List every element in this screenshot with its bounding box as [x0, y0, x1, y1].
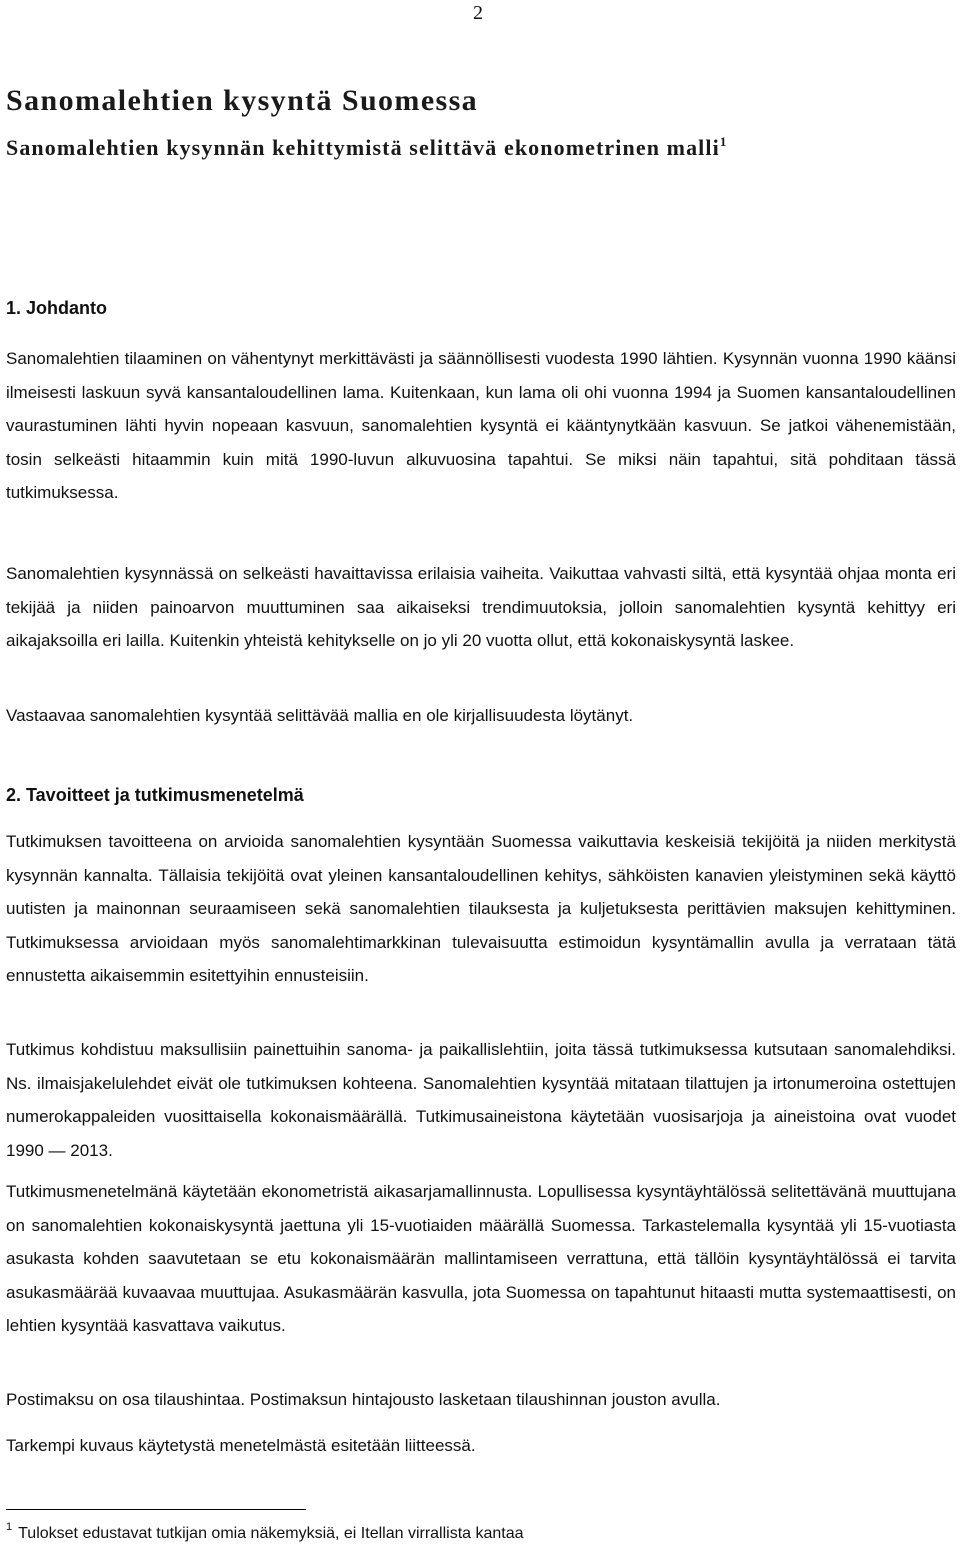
- paragraph: Vastaavaa sanomalehtien kysyntää selittävää mallia en ole kirjallisuudesta löytänyt.: [6, 706, 634, 725]
- paragraph: Postimaksu on osa tilaushintaa. Postimaksun hintajousto lasketaan tilaushinnan jouston avulla.: [6, 1390, 721, 1409]
- subtitle-text: Sanomalehtien kysynnän kehittymistä selittävä ekonometrinen malli: [6, 135, 720, 160]
- paragraph: Tutkimuksen tavoitteena on arvioida sanomalehtien kysyntään Suomessa vaikuttavia keskeisiä tekijöitä ja niiden merkitystä kysynnän kannalta. Tällaisia tekijöitä ovat yleinen kansantaloudellinen kehitys, sähköisten kanavien yleistyminen sekä käyttö uutisten ja mainonnan seuraamiseen sekä sanomalehtien tilauksesta ja kuljetuksesta perittävien maksujen kehittyminen. Tutkimuksessa arvioidaan myös sanomalehtimarkkinan tulevaisuutta estimoidun kysyntämallin avulla ja verrataan tätä ennustetta aikaisemmin esitettyihin ennusteisiin.: [6, 832, 956, 985]
- document-title: Sanomalehtien kysyntä Suomessa: [6, 84, 479, 117]
- footnote-number: 1: [6, 1521, 13, 1533]
- document-subtitle: [6, 134, 726, 161]
- footnote: [6, 1521, 524, 1543]
- footnote-divider: [6, 1509, 306, 1510]
- section-heading-objectives: 2. Tavoitteet ja tutkimusmenetelmä: [6, 785, 304, 805]
- paragraph: Sanomalehtien tilaaminen on vähentynyt merkittävästi ja säännöllisesti vuodesta 1990 lähtien. Kysynnän vuonna 1990 käänsi ilmeisesti laskuun syvä kansantaloudellinen lama. Kuitenkaan, kun lama oli ohi vuonna 1994 ja Suomen kansantaloudellinen vaurastuminen lähti hyvin nopeaan kasvuun, sanomalehtien kysyntä ei kääntynytkään kasvuun. Se jatkoi vähenemistään, tosin selkeästi hitaammin kuin mitä 1990-luvun alkuvuosina tapahtui. Se miksi näin tapahtui, sitä pohditaan tässä tutkimuksessa.: [6, 349, 956, 502]
- paragraph: Tutkimus kohdistuu maksullisiin painettuihin sanoma- ja paikallislehtiin, joita tässä tutkimuksessa kutsutaan sanomalehdiksi. Ns. ilmaisjakelulehdet eivät ole tutkimuksen kohteena. Sanomalehtien kysyntää mitataan tilattujen ja irtonumeroina ostettujen numerokappaleiden vuosittaisella kokonaismäärällä. Tutkimusaineistona käytetään vuosisarjoja ja aineistoina ovat vuodet 1990 — 2013.: [6, 1040, 956, 1160]
- paragraph: Tutkimusmenetelmänä käytetään ekonometristä aikasarjamallinnusta. Lopullisessa kysyntäyhtälössä selitettävänä muuttujana on sanomalehtien kokonaiskysyntä jaettuna yli 15-vuotiaiden määrällä Suomessa. Tarkastelemalla kysyntää yli 15-vuotiasta asukasta kohden saavutetaan se etu kokonaismäärän mallintamiseen verrattuna, että tällöin kysyntäyhtälössä ei tarvita asukasmäärää kuvaavaa muuttujaa. Asukasmäärän kasvulla, jota Suomessa on tapahtunut hitaasti mutta systemaattisesti, on lehtien kysyntää kasvattava vaikutus.: [6, 1182, 956, 1335]
- paragraph: Sanomalehtien kysynnässä on selkeästi havaittavissa erilaisia vaiheita. Vaikuttaa vahvasti siltä, että kysyntää ohjaa monta eri tekijää ja niiden painoarvon muuttuminen saa aikaiseksi trendimuutoksia, jolloin sanomalehtien kysyntä kehittyy eri aikajaksoilla eri lailla. Kuitenkin yhteistä kehitykselle on jo yli 20 vuotta ollut, että kokonaiskysyntä laskee.: [6, 564, 956, 650]
- footnote-reference: 1: [719, 134, 727, 149]
- paragraph: Tarkempi kuvaus käytetystä menetelmästä esitetään liitteessä.: [6, 1436, 476, 1455]
- page-number: 2: [473, 2, 483, 24]
- footnote-text: Tulokset edustavat tutkijan omia näkemyksiä, ei Itellan virrallista kantaa: [18, 1525, 524, 1542]
- section-heading-introduction: 1. Johdanto: [6, 298, 108, 318]
